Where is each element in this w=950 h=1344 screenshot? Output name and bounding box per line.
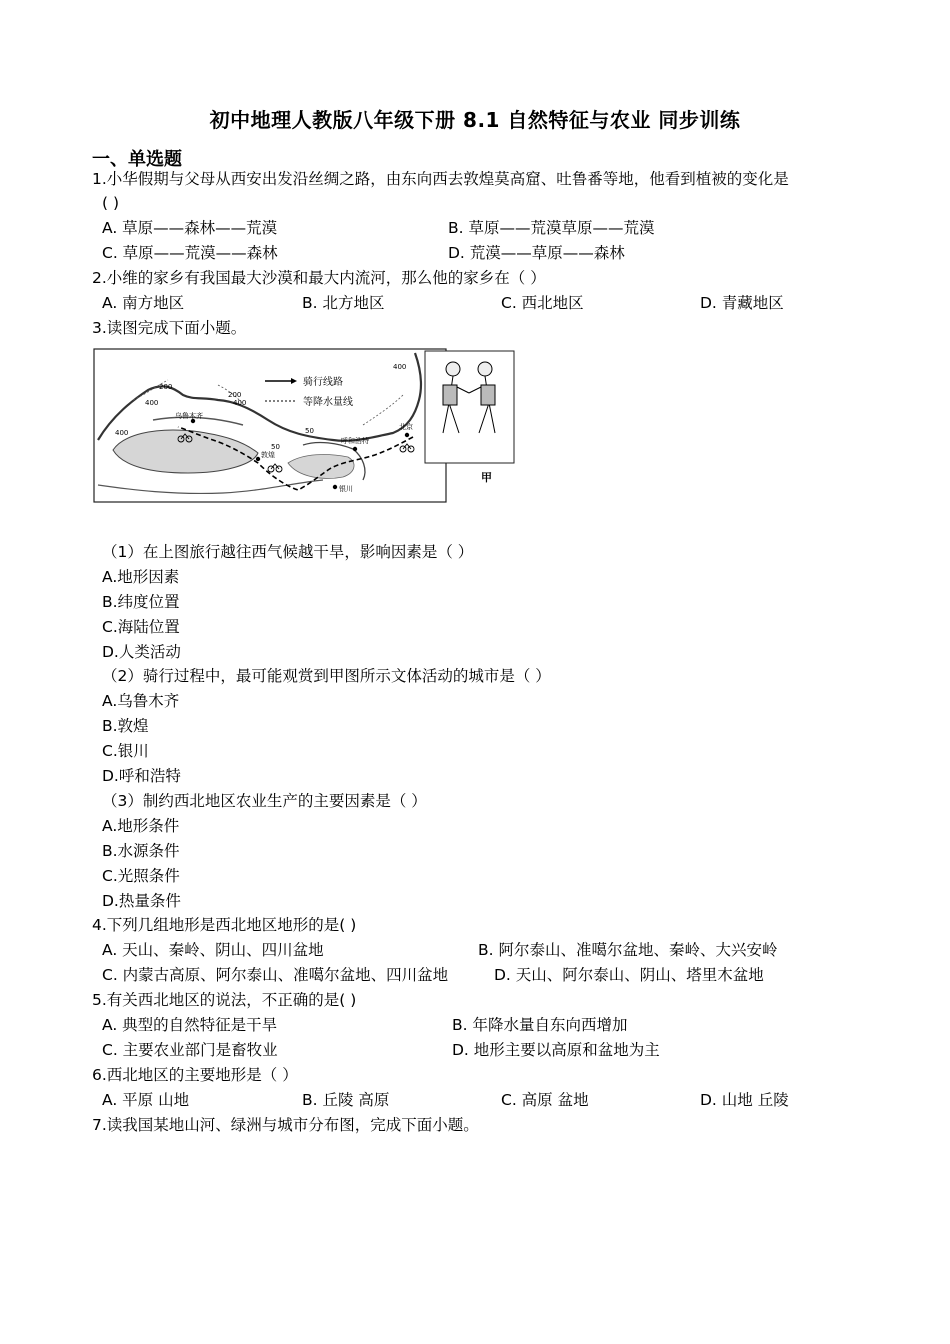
map-frame bbox=[94, 349, 446, 502]
question-3-1-stem: （1）在上图旅行越往西气候越干旱，影响因素是（ ） bbox=[102, 543, 474, 561]
isohyet-value: 400 bbox=[115, 429, 129, 437]
question-4-option-d[interactable]: D. 天山、阿尔泰山、阴山、塔里木盆地 bbox=[494, 966, 764, 984]
question-5-option-c[interactable]: C. 主要农业部门是畜牧业 bbox=[102, 1041, 278, 1059]
question-4-option-b[interactable]: B. 阿尔泰山、准噶尔盆地、秦岭、大兴安岭 bbox=[478, 941, 778, 959]
question-3-3-option-d[interactable]: D.热量条件 bbox=[102, 892, 181, 910]
isohyet-value: 200 bbox=[228, 391, 242, 399]
question-3-3-option-b[interactable]: B.水源条件 bbox=[102, 842, 180, 860]
question-1-paren: ( ) bbox=[102, 194, 120, 212]
question-1-option-a[interactable]: A. 草原——森林——荒漠 bbox=[102, 219, 278, 237]
question-3-3-option-c[interactable]: C.光照条件 bbox=[102, 867, 180, 885]
question-5-stem: 5.有关西北地区的说法，不正确的是( ) bbox=[92, 991, 357, 1009]
question-5-option-b[interactable]: B. 年降水量自东向西增加 bbox=[452, 1016, 628, 1034]
page-title: 初中地理人教版八年级下册 8.1 自然特征与农业 同步训练 bbox=[209, 108, 741, 132]
city-label-yinchuan: 银川 bbox=[339, 485, 353, 493]
question-2-option-b[interactable]: B. 北方地区 bbox=[302, 294, 385, 312]
question-5-option-a[interactable]: A. 典型的自然特征是干旱 bbox=[102, 1016, 278, 1034]
question-2-option-d[interactable]: D. 青藏地区 bbox=[700, 294, 784, 312]
silk-road-map-figure bbox=[93, 345, 516, 505]
inset-frame bbox=[425, 351, 514, 463]
question-3-1-option-a[interactable]: A.地形因素 bbox=[102, 568, 180, 586]
question-4-option-c[interactable]: C. 内蒙古高原、阿尔泰山、准噶尔盆地、四川盆地 bbox=[102, 966, 449, 984]
question-3-2-option-a[interactable]: A.乌鲁木齐 bbox=[102, 692, 180, 710]
question-3-2-stem: （2）骑行过程中，最可能观赏到甲图所示文体活动的城市是（ ） bbox=[102, 667, 551, 685]
question-3-3-stem: （3）制约西北地区农业生产的主要因素是（ ） bbox=[102, 792, 427, 810]
question-6-option-b[interactable]: B. 丘陵 高原 bbox=[302, 1091, 390, 1109]
question-7-stem: 7.读我国某地山河、绿洲与城市分布图，完成下面小题。 bbox=[92, 1116, 479, 1134]
question-2-stem: 2.小维的家乡有我国最大沙漠和最大内流河，那么他的家乡在（ ） bbox=[92, 269, 546, 287]
question-4-option-a[interactable]: A. 天山、秦岭、阴山、四川盆地 bbox=[102, 941, 324, 959]
question-1-option-b[interactable]: B. 草原——荒漠草原——荒漠 bbox=[448, 219, 655, 237]
question-6-option-d[interactable]: D. 山地 丘陵 bbox=[700, 1091, 789, 1109]
question-3-stem: 3.读图完成下面小题。 bbox=[92, 319, 247, 337]
question-1-option-c[interactable]: C. 草原——荒漠——森林 bbox=[102, 244, 278, 262]
city-label-dunhuang: 敦煌 bbox=[261, 451, 275, 459]
isohyet-value: 400 bbox=[393, 363, 407, 371]
isohyet-value: 400 bbox=[233, 399, 247, 407]
city-marker bbox=[333, 485, 337, 489]
question-5-option-d[interactable]: D. 地形主要以高原和盆地为主 bbox=[452, 1041, 660, 1059]
city-label-urumqi: 乌鲁木齐 bbox=[175, 412, 203, 420]
question-6-option-a[interactable]: A. 平原 山地 bbox=[102, 1091, 190, 1109]
legend-route-label: 骑行线路 bbox=[303, 377, 343, 388]
question-3-3-option-a[interactable]: A.地形条件 bbox=[102, 817, 180, 835]
city-marker bbox=[256, 457, 260, 461]
question-3-2-option-b[interactable]: B.敦煌 bbox=[102, 717, 149, 735]
question-4-stem: 4.下列几组地形是西北地区地形的是( ) bbox=[92, 916, 357, 934]
question-3-1-option-d[interactable]: D.人类活动 bbox=[102, 643, 181, 661]
question-3-1-option-b[interactable]: B.纬度位置 bbox=[102, 593, 180, 611]
question-3-1-option-c[interactable]: C.海陆位置 bbox=[102, 618, 180, 636]
city-marker bbox=[405, 433, 409, 437]
section-heading: 一、单选题 bbox=[92, 149, 182, 170]
question-1-option-d[interactable]: D. 荒漠——草原——森林 bbox=[448, 244, 625, 262]
legend-isohyet-label: 等降水量线 bbox=[303, 397, 353, 408]
question-6-stem: 6.西北地区的主要地形是（ ） bbox=[92, 1066, 298, 1084]
isohyet-value: 200 bbox=[159, 383, 173, 391]
isohyet-value: 50 bbox=[305, 427, 314, 435]
city-label-hohhot: 呼和浩特 bbox=[341, 437, 369, 445]
city-label-beijing: 北京 bbox=[399, 423, 413, 431]
panel-label-jia: 甲 bbox=[481, 471, 492, 484]
question-2-option-c[interactable]: C. 西北地区 bbox=[501, 294, 584, 312]
question-3-2-option-c[interactable]: C.银川 bbox=[102, 742, 149, 760]
question-2-option-a[interactable]: A. 南方地区 bbox=[102, 294, 185, 312]
question-3-2-option-d[interactable]: D.呼和浩特 bbox=[102, 767, 181, 785]
city-marker bbox=[353, 447, 357, 451]
map-svg bbox=[93, 345, 516, 505]
question-1-stem: 1.小华假期与父母从西安出发沿丝绸之路，由东向西去敦煌莫高窟、吐鲁番等地，他看到植被的变化是 bbox=[92, 170, 789, 188]
question-6-option-c[interactable]: C. 高原 盆地 bbox=[501, 1091, 589, 1109]
isohyet-value: 50 bbox=[271, 443, 280, 451]
isohyet-value: 400 bbox=[145, 399, 159, 407]
